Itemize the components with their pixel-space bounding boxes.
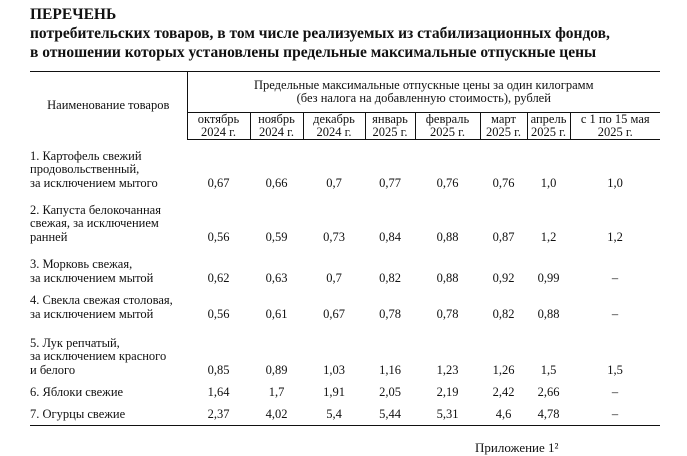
price-group-header: Предельные максимальные отпускные цены за один килограмм (без налога на добавленную стоимость), рублей: [187, 72, 660, 113]
price-cell: 0,88: [436, 270, 459, 285]
appendix-label: Приложение 1²: [475, 440, 559, 455]
name-column-header: Наименование товаров: [30, 72, 187, 140]
price-cell: 1,16: [379, 362, 401, 377]
price-cell: 0,92: [492, 270, 515, 285]
price-cell: 1,26: [492, 362, 515, 377]
price-cell: 0,88: [436, 229, 459, 244]
title-subtitle-1: потребительских товаров, в том числе реализуемых из стабилизационных фондов,: [30, 25, 610, 42]
price-cell: 0,84: [379, 229, 401, 244]
table-row: [30, 381, 660, 403]
price-cell: 0,63: [265, 270, 288, 285]
price-cell: 1,0: [607, 175, 623, 190]
month-column-header: март 2025 г.: [480, 113, 527, 140]
price-cell: 5,44: [365, 403, 415, 426]
price-cell: 0,67: [323, 306, 345, 321]
month-column-header: декабрь 2024 г.: [303, 113, 365, 140]
price-cell: 4,6: [480, 403, 527, 426]
price-cell: 0,82: [379, 270, 401, 285]
product-name: 5. Лук репчатый, за исключением красного и белого: [30, 335, 167, 377]
price-cell: –: [611, 270, 619, 285]
price-cell: 0,67: [207, 175, 230, 190]
price-cell: 1,91: [323, 384, 345, 399]
document-title: [30, 5, 610, 62]
price-cell: 0,56: [207, 306, 230, 321]
price-cell: 2,37: [187, 403, 250, 426]
product-name: 3. Морковь свежая, за исключением мытой: [30, 257, 154, 285]
price-cell: 0,77: [379, 175, 401, 190]
price-cell: –: [570, 403, 660, 426]
price-cell: 0,66: [265, 175, 288, 190]
table-row: [30, 403, 660, 426]
price-cell: 0,99: [537, 270, 560, 285]
price-cell: 5,31: [415, 403, 480, 426]
table-row: [30, 248, 660, 289]
price-cell: 0,78: [436, 306, 459, 321]
price-cell: 0,87: [492, 229, 515, 244]
price-cell: 0,61: [265, 306, 288, 321]
price-cell: 1,5: [540, 362, 557, 377]
product-name: 1. Картофель свежий продовольственный, за исключением мытого: [30, 148, 158, 190]
table-row: [30, 194, 660, 248]
product-name: 2. Капуста белокочанная свежая, за исключением ранней: [30, 202, 161, 244]
table-row: [30, 140, 660, 194]
price-cell: 0,78: [379, 306, 401, 321]
price-cell: 1,5: [607, 362, 623, 377]
price-cell: 0,7: [326, 175, 342, 190]
month-column-header: с 1 по 15 мая 2025 г.: [570, 113, 660, 140]
price-cell: 0,73: [323, 229, 345, 244]
month-column-header: октябрь 2024 г.: [187, 113, 250, 140]
price-cell: 1,03: [323, 362, 345, 377]
price-cell: 0,56: [207, 229, 230, 244]
price-cell: 1,2: [607, 229, 623, 244]
month-column-header: январь 2025 г.: [365, 113, 415, 140]
product-name: 6. Яблоки свежие: [30, 384, 124, 399]
table-row: [30, 325, 660, 381]
price-cell: 0,62: [207, 270, 230, 285]
price-cell: –: [611, 306, 619, 321]
price-cell: 1,7: [268, 384, 285, 399]
price-cell: 0,59: [265, 229, 288, 244]
table-row: [30, 289, 660, 325]
price-cell: 0,76: [492, 175, 515, 190]
price-cell: 1,0: [540, 175, 557, 190]
title-heading: ПЕРЕЧЕНЬ: [30, 6, 117, 23]
price-cell: 2,42: [492, 384, 515, 399]
month-column-header: февраль 2025 г.: [415, 113, 480, 140]
month-column-header: апрель 2025 г.: [527, 113, 570, 140]
price-cell: 4,02: [250, 403, 303, 426]
title-subtitle-2: в отношении которых установлены предельные максимальные отпускные цены: [30, 44, 597, 61]
price-cell: 0,76: [436, 175, 459, 190]
price-cell: –: [611, 384, 619, 399]
month-column-header: ноябрь 2024 г.: [250, 113, 303, 140]
price-cell: 0,7: [326, 270, 342, 285]
price-cell: 4,78: [527, 403, 570, 426]
price-cell: 0,85: [207, 362, 230, 377]
price-cell: 1,64: [207, 384, 230, 399]
price-cell: 2,66: [537, 384, 560, 399]
price-cell: 0,82: [492, 306, 515, 321]
product-name: 4. Свекла свежая столовая, за исключением мытой: [30, 293, 173, 321]
product-name: 7. Огурцы свежие: [30, 403, 187, 426]
price-table: [30, 71, 660, 426]
price-cell: 1,2: [540, 229, 557, 244]
price-cell: 1,23: [436, 362, 459, 377]
price-cell: 0,88: [537, 306, 560, 321]
price-cell: 2,19: [436, 384, 459, 399]
price-cell: 2,05: [379, 384, 401, 399]
price-cell: 5,4: [303, 403, 365, 426]
price-cell: 0,89: [265, 362, 288, 377]
